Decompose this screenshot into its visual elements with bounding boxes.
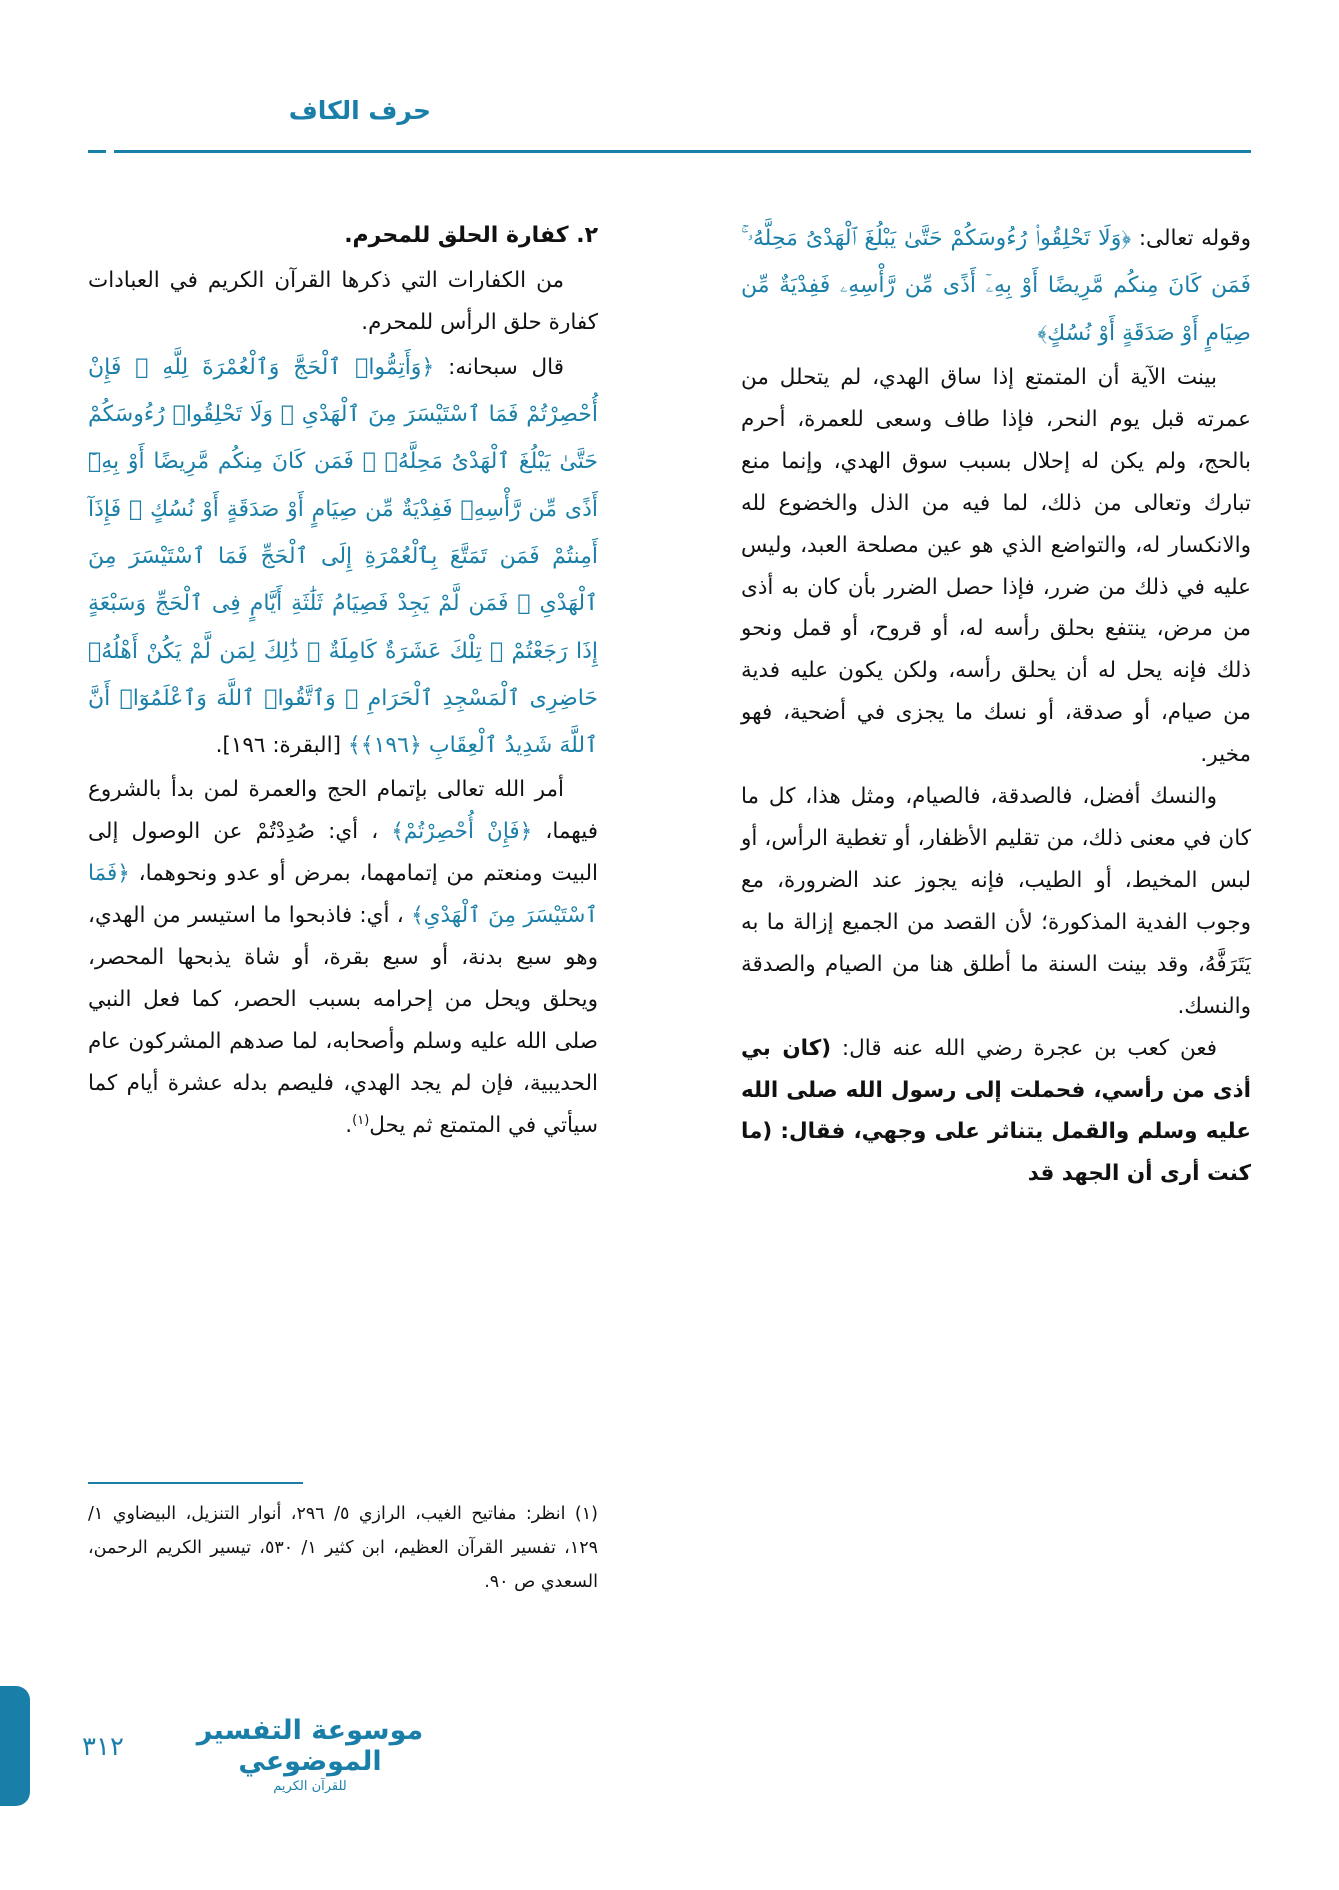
page-header-title: حرف الكاف [288, 96, 431, 125]
section-intro-paragraph: من الكفارات التي ذكرها القرآن الكريم في العبادات كفارة حلق الرأس للمحرم. [88, 267, 598, 335]
footnote-number: (١) [574, 1504, 598, 1524]
commentary-part-a: أمر الله تعالى بإتمام الحج والعمرة لمن بدأ بالشروع فيهما، [88, 777, 598, 845]
verse-lead-in-2 [741, 215, 1251, 357]
explanation-paragraph-1: بينت الآية أن المتمتع إذا ساق الهدي، لم يتحلل من عمرته قبل يوم النحر، فإذا طاف وسعى للعمرة، أحرم بالحج، ولم يكن له إحلال بسبب سوق الهدي، وإنما منع تبارك وتعالى من ذلك، لما فيه من الذل والخضوع لله والانكسار له، والتواضع الذي هو عين مصلحة العبد، وليس عليه في ذلك من ضرر، فإذا حصل الضرر بأن كان به أذى من مرض، ينتفع بحلق رأسه له، أو قروح، أو قمل ونحو ذلك فإنه يحل له أن يحلق رأسه، ولكن يكون عليه فدية من صيام، أو صدقة، أو نسك ما يجزى في أضحية، فهو مخير. [741, 364, 1251, 768]
publisher-logo-title: موسوعة التفسير الموضوعي [196, 1715, 424, 1777]
footnote-text: انظر: مفاتيح الغيب، الرازي ٥/ ٢٩٦، أنوار التنزيل، البيضاوي ١/ ١٢٩، تفسير القرآن العظيم، ابن كثير ١/ ٥٣٠، تيسير الكريم الرحمن، السعدي ص ٩٠. [88, 1504, 599, 1593]
footnote-separator [88, 1482, 303, 1484]
quran-verse-baqarah-196: ﴿وَأَتِمُّوا۟ ٱلْحَجَّ وَٱلْعُمْرَةَ لِلَّهِ ۚ فَإِنْ أُحْصِرْتُمْ فَمَا ٱسْتَيْسَرَ مِنَ ٱلْهَدْىِ ۖ وَلَا تَحْلِقُوا۟ رُءُوسَكُمْ حَتَّىٰ يَبْلُغَ ٱلْهَدْىُ مَحِلَّهُۥ ۚ فَمَن كَانَ مِنكُم مَّرِيضًا أَوْ بِهِۦٓ أَذًى مِّن رَّأْسِهِۦ فَفِدْيَةٌ مِّن صِيَامٍ أَوْ صَدَقَةٍ أَوْ نُسُكٍ ۚ فَإِذَآ أَمِنتُمْ فَمَن تَمَتَّعَ بِٱلْعُمْرَةِ إِلَى ٱلْحَجِّ فَمَا ٱسْتَيْسَرَ مِنَ ٱلْهَدْىِ ۚ فَمَن لَّمْ يَجِدْ فَصِيَامُ ثَلَٰثَةِ أَيَّامٍ فِى ٱلْحَجِّ وَسَبْعَةٍ إِذَا رَجَعْتُمْ ۗ تِلْكَ عَشَرَةٌ كَامِلَةٌ ۗ ذَٰلِكَ لِمَن لَّمْ يَكُنْ أَهْلُهُۥ حَاضِرِى ٱلْمَسْجِدِ ٱلْحَرَامِ ۚ وَٱتَّقُوا۟ ٱللَّهَ وَٱعْلَمُوٓا۟ أَنَّ ٱللَّهَ شَدِيدُ ٱلْعِقَابِ ﴿١٩٦﴾﴾ [88, 354, 598, 759]
footnote-block [88, 1497, 598, 1599]
publisher-logo [160, 1715, 460, 1794]
commentary-part-b: ، أي: صُدِدْتُمْ عن الوصول إلى البيت ومنعتم من إتمامهما، بمرض أو عدو ونحوهما، [88, 819, 598, 887]
publisher-logo-subtitle: للقرآن الكريم [273, 1779, 347, 1794]
column-continuation [741, 215, 1251, 1195]
verse-lead-text-2: وقوله تعالى: [1138, 226, 1251, 251]
footnote-marker-inline: (١) [352, 1112, 370, 1128]
quran-quote-1: ﴿فَإِنْ أُحْصِرْتُمْ﴾ [391, 819, 533, 845]
section-heading: ٢. كفارة الحلق للمحرم. [344, 223, 598, 248]
header-divider-accent [88, 150, 106, 153]
verse-lead-text: قال سبحانه: [448, 354, 564, 380]
commentary-paragraph [88, 769, 598, 1146]
verse-lead-in [88, 344, 598, 770]
hadith-paragraph [741, 1028, 1251, 1196]
quran-verse-quote: ﴿وَلَا تَحْلِقُوا۟ رُءُوسَكُمْ حَتَّىٰ يَبْلُغَ ٱلْهَدْىُ مَحِلَّهُۥ ۚ فَمَن كَانَ مِنكُم مَّرِيضًا أَوْ بِهِۦٓ أَذًى مِّن رَّأْسِهِۦ فَفِدْيَةٌ مِّن صِيَامٍ أَوْ صَدَقَةٍ أَوْ نُسُكٍ﴾ [741, 226, 1251, 346]
commentary-part-c: ، أي: فاذبحوا ما استيسر من الهدي، وهو سبع بدنة، أو سبع بقرة، أو شاة يذبحها المحصر، ويحلق ويحل من إحرامه بسبب الحصر، كما فعل النبي صلى الله عليه وسلم وأصحابه، لما صدهم المشركون عام الحديبية، فإن لم يجد الهدي، فليصم بدله عشرة أيام كما سيأتي في المتمتع ثم يحل [88, 903, 598, 1138]
commentary-end-punct: . [345, 1112, 353, 1138]
column-start [88, 215, 598, 1147]
hadith-intro: فعن كعب بن عجرة رضي الله عنه قال: [841, 1035, 1217, 1061]
hadith-text: (كان بي أذى من رأسي، فحملت إلى رسول الله صلى الله عليه وسلم والقمل يتناثر على وجهي، فقال: (ما كنت أرى أن الجهد قد [741, 1035, 1251, 1187]
page-header [88, 96, 1251, 158]
verse-reference: [البقرة: ١٩٦]. [215, 733, 341, 759]
explanation-paragraph-2: والنسك أفضل، فالصدقة، فالصيام، ومثل هذا، كل ما كان في معنى ذلك، من تقليم الأظفار، أو تغطية الرأس، أو لبس المخيط، أو الطيب، فإنه يجوز عند الضرورة، مع وجوب الفدية المذكورة؛ لأن القصد من الجميع إزالة ما به يَتَرَفَّهُ، وقد بينت السنة ما أطلق هنا من الصيام والصدقة والنسك. [741, 784, 1251, 1019]
page-edge-tab [0, 1686, 30, 1806]
quran-quote-2: ﴿فَمَا ٱسْتَيْسَرَ مِنَ ٱلْهَدْىِ﴾ [88, 861, 598, 929]
header-divider [114, 150, 1251, 153]
page-number: ٣١٢ [60, 1714, 146, 1780]
